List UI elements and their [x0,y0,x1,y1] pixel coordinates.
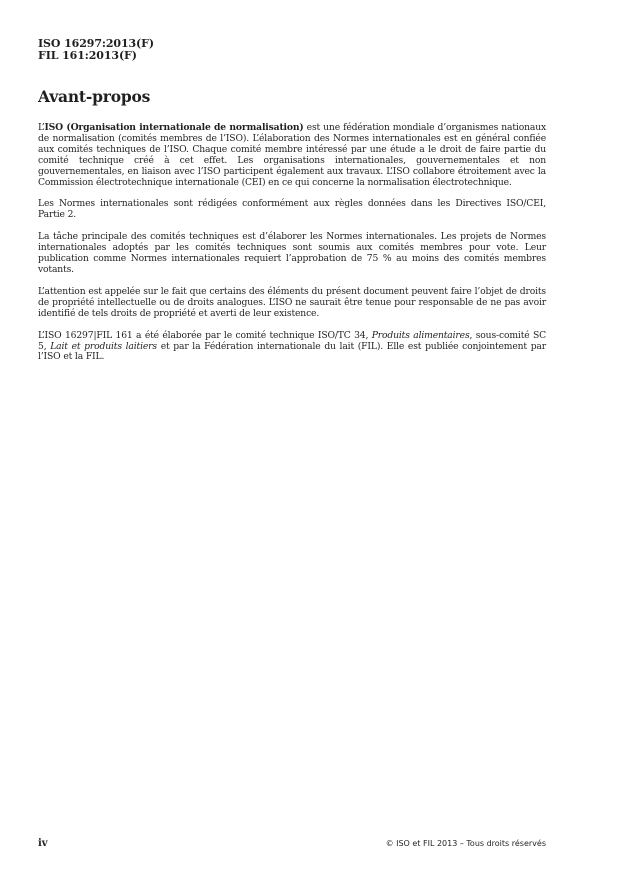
paragraph-patent-rights: L’attention est appelée sur le fait que certains des éléments du présent document peuvent faire l’objet de droits de propriété intellectuelle ou de droits analogues. L’ISO ne saurait être tenue pour responsable de ne pas avoir identifié de tels droits de propriété et averti de leur existence. [38,285,546,319]
foreword-body [38,123,546,374]
document-header [38,38,154,62]
committee-name: Produits alimentaires [371,329,470,341]
standard-number-iso: ISO 16297:2013(F) [38,37,154,50]
standard-number-fil: FIL 161:2013(F) [38,49,137,62]
page-number: iv [38,838,48,849]
section-title: Avant-propos [38,87,151,106]
paragraph-preparation: L’ISO 16297|FIL 161 a été élaborée par le comité technique ISO/TC 34, Produits alimentaires, sous-comité SC 5, Lait et produits laitiers et par la Fédération internationale du lait (FIL). Elle est publiée conjointement par l’ISO et la FIL. [38,329,547,363]
subcommittee-name: Lait et produits laitiers [50,340,157,352]
paragraph-directives: Les Normes internationales sont rédigées conformément aux règles données dans les Directives ISO/CEI, Partie 2. [38,198,546,221]
copyright-notice: © ISO et FIL 2013 – Tous droits réservés [385,839,546,848]
iso-full-name: ISO (Organisation internationale de normalisation) [44,122,304,133]
paragraph-technical-committees: La tâche principale des comités techniques est d’élaborer les Normes internationales. Les projets de Normes internationales adoptés par les comités techniques sont soumis aux comités membres pour vote. Leur publication comme Normes internationales requiert l’approbation de 75 % au moins des comités membres votants. [38,231,546,275]
paragraph-iso-organisation: L’ISO (Organisation internationale de normalisation) est une fédération mondiale d’organismes nationaux de normalisation (comités membres de l’ISO). L’élaboration des Normes internationales est en général confiée aux comités techniques de l’ISO. Chaque comité membre intéressé par une étude a le droit de faire partie du comité technique créé à cet effet. Les organisations internationales, gouvernementales et non gouvernementales, en liaison avec l’ISO participent également aux travaux. L’ISO collabore étroitement avec la Commission électrotechnique internationale (CEI) en ce qui concerne la normalisation électrotechnique. [38,122,546,188]
